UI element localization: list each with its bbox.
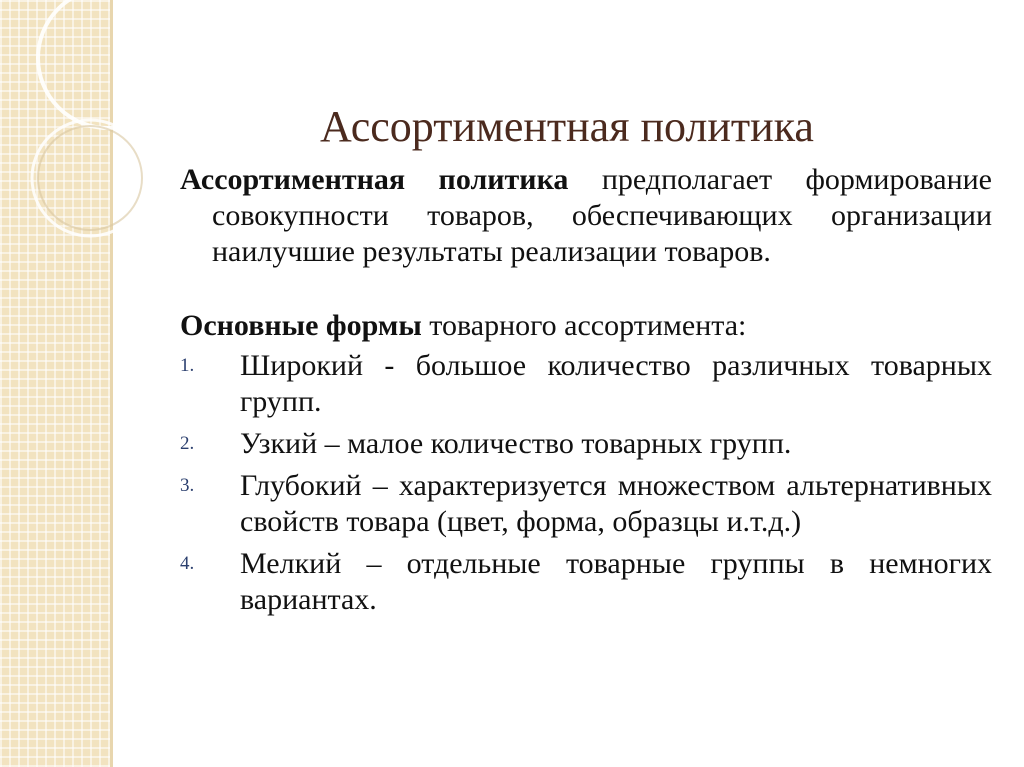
list-item-number: 2. (180, 433, 195, 454)
forms-intro-text: товарного ассортимента: (421, 309, 747, 342)
slide-content (180, 162, 992, 624)
list-item-number: 1. (180, 355, 195, 376)
list-item-text: Глубокий – характеризуется множеством альтернативных свойств товара (цвет, форма, образцы и.т.д.) (240, 469, 992, 538)
lower-ring-shadow (38, 126, 142, 230)
lower-ring (32, 120, 148, 236)
forms-list (180, 348, 992, 618)
list-item-text: Узкий – малое количество товарных групп. (240, 427, 792, 460)
list-item-text: Широкий - большое количество различных товарных групп. (240, 349, 992, 418)
list-item-number: 4. (180, 553, 195, 574)
list-item (180, 348, 992, 420)
decorative-rings (0, 0, 140, 300)
forms-intro (180, 308, 992, 344)
definition-text: предполагает формирование совокупности товаров, обеспечивающих организации наилучшие результаты реализации товаров. (212, 163, 992, 268)
slide-title: Ассортиментная политика (320, 102, 814, 152)
definition-term: Ассортиментная политика (180, 163, 569, 196)
list-item-text: Мелкий – отдельные товарные группы в немногих вариантах. (240, 547, 992, 616)
list-item (180, 426, 992, 462)
forms-intro-bold: Основные формы (180, 309, 422, 342)
list-item (180, 546, 992, 618)
list-item (180, 468, 992, 540)
definition-paragraph (180, 162, 992, 270)
list-item-number: 3. (180, 475, 195, 496)
